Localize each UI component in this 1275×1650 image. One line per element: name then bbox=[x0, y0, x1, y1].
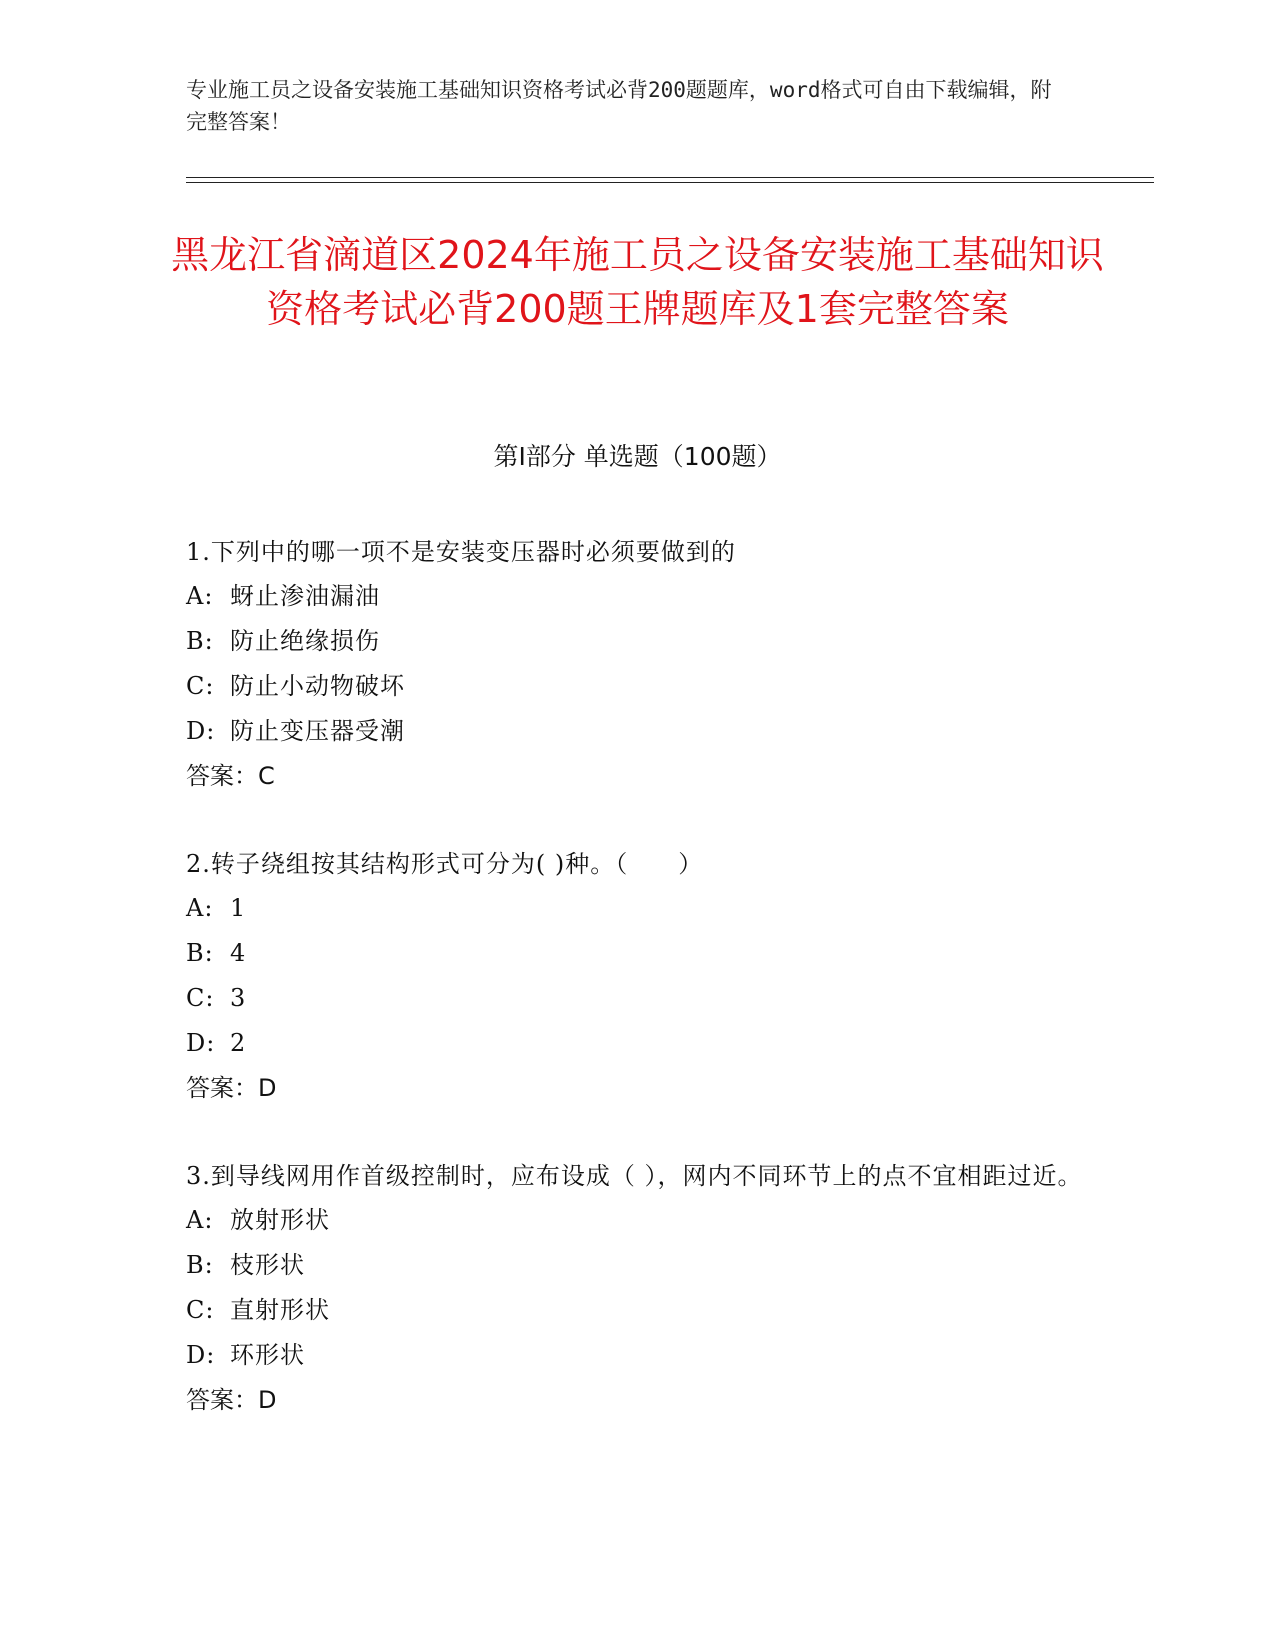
answer: 答案：D bbox=[186, 1074, 277, 1102]
option-text: 防止变压器受潮 bbox=[230, 717, 405, 745]
option-letter: A: bbox=[186, 1206, 214, 1234]
option-letter: A: bbox=[186, 582, 214, 610]
document-title: 黑龙江省滴道区2024年施工员之设备安装施工基础知识资格考试必背200题王牌题库及1套完整答案 bbox=[171, 233, 1104, 331]
option-text: 蚜止渗油漏油 bbox=[230, 582, 380, 610]
option-letter: B: bbox=[186, 1251, 214, 1279]
answer: 答案：C bbox=[186, 762, 275, 790]
option-letter: C: bbox=[186, 1296, 215, 1324]
option-c bbox=[186, 664, 1086, 709]
option-letter: D: bbox=[186, 717, 216, 745]
header-note: 专业施工员之设备安装施工基础知识资格考试必背200题题库，word格式可自由下载编辑，附完整答案！ bbox=[186, 78, 1052, 134]
option-d bbox=[186, 1021, 1086, 1066]
option-a bbox=[186, 574, 1086, 619]
option-text: 枝形状 bbox=[230, 1251, 305, 1279]
option-letter: D: bbox=[186, 1341, 216, 1369]
option-text: 防止绝缘损伤 bbox=[230, 627, 380, 655]
option-a bbox=[186, 886, 1086, 931]
option-text: 4 bbox=[230, 939, 247, 967]
header-divider-bottom bbox=[186, 182, 1154, 183]
option-letter: C: bbox=[186, 672, 215, 700]
option-c bbox=[186, 976, 1086, 1021]
option-b bbox=[186, 931, 1086, 976]
option-text: 环形状 bbox=[230, 1341, 305, 1369]
option-text: 1 bbox=[230, 894, 247, 922]
question-3 bbox=[186, 1154, 1086, 1423]
option-letter: B: bbox=[186, 627, 214, 655]
question-text: 1.下列中的哪一项不是安装变压器时必须要做到的 bbox=[186, 538, 736, 566]
option-letter: A: bbox=[186, 894, 214, 922]
option-d bbox=[186, 1333, 1086, 1378]
option-b bbox=[186, 619, 1086, 664]
option-letter: D: bbox=[186, 1029, 216, 1057]
header-divider-top bbox=[186, 177, 1154, 178]
question-list bbox=[186, 530, 1086, 1466]
option-text: 3 bbox=[230, 984, 247, 1012]
option-text: 放射形状 bbox=[230, 1206, 330, 1234]
answer: 答案：D bbox=[186, 1386, 277, 1414]
option-text: 防止小动物破坏 bbox=[230, 672, 405, 700]
option-letter: C: bbox=[186, 984, 215, 1012]
option-letter: B: bbox=[186, 939, 214, 967]
question-1 bbox=[186, 530, 1086, 799]
section-title: 第Ⅰ部分 单选题（100题） bbox=[493, 442, 782, 471]
option-c bbox=[186, 1288, 1086, 1333]
question-text: 3.到导线网用作首级控制时，应布设成（ ），网内不同环节上的点不宜相距过近。 bbox=[186, 1162, 1083, 1190]
question-text: 2.转子绕组按其结构形式可分为( )种。（ ） bbox=[186, 850, 704, 878]
option-b bbox=[186, 1243, 1086, 1288]
option-a bbox=[186, 1198, 1086, 1243]
question-2 bbox=[186, 842, 1086, 1111]
option-d bbox=[186, 709, 1086, 754]
option-text: 2 bbox=[230, 1029, 247, 1057]
option-text: 直射形状 bbox=[230, 1296, 330, 1324]
